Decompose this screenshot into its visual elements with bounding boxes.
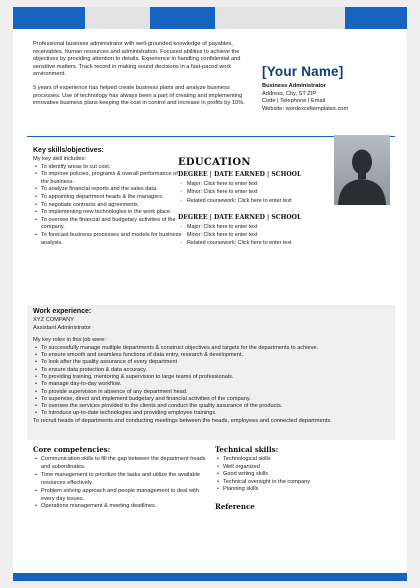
work-experience-section [27, 305, 395, 440]
list-item: • Well organized [223, 464, 335, 472]
coursework-field[interactable]: ◦ Related coursework: Click here to enter text [187, 197, 338, 205]
education-details [178, 180, 338, 205]
major-field[interactable]: ◦ Major: Click here to enter text [187, 180, 338, 188]
skills-list [33, 164, 183, 248]
contact-line: Code | Telephone | Email [262, 98, 326, 105]
list-item: • To introduce up-to-date technologies and providing employee trainings. [41, 410, 389, 417]
list-item: • To analyze financial reports and the sales data. [41, 186, 183, 194]
core-heading: Core competencies: [33, 445, 111, 454]
minor-field[interactable]: ◦ Minor: Click here to enter text [187, 231, 338, 239]
resume-page [13, 7, 407, 581]
list-item: • Good writing skills [223, 471, 335, 479]
list-item: • Operations management & meeting deadlines. [41, 503, 213, 511]
roles-closing: To recruit heads of departments and conducting meetings between the heads, employees and connected departments. [33, 417, 332, 424]
list-item: • To implementing new technologies in the work place. [41, 209, 183, 217]
education-heading: EDUCATION [178, 157, 251, 168]
degree-line[interactable]: DEGREE | DATE EARNED | SCHOOL [178, 213, 302, 221]
summary-paragraph: Professional business administrator with well-grounded knowledge of payables, receivables, human resources and administration. Focused abilities to achieve the objectives by providing attention to details. Experience in handling confidential and sensitive matters. Track record in making sound decisions in a fast-paced work environment. [33, 41, 241, 78]
position-title: Assistant Administrator [33, 324, 91, 331]
contact-block [262, 83, 402, 113]
company-name: XYZ COMPANY [33, 317, 74, 323]
list-item: • To ensure smooth and seamless functions of data entry, research & development. [41, 352, 389, 359]
skills-section [33, 147, 183, 247]
list-item: • Technical oversight in the company [223, 479, 335, 487]
roles-list [33, 345, 389, 418]
profile-photo[interactable] [334, 135, 390, 205]
list-item: • To negotiate contracts and agreements. [41, 202, 183, 210]
list-item: • To ensure data protection & data accuracy. [41, 367, 389, 374]
list-item: • To forecast business processes and models for business analysis. [41, 232, 183, 247]
skills-intro: My key skill includes: [33, 156, 87, 162]
core-competencies-section [33, 445, 213, 511]
address-line: Address, City, ST ZIP [262, 90, 317, 97]
top-color-bar [13, 7, 407, 29]
education-section [178, 157, 338, 257]
skills-heading: Key skills/objectives: [33, 147, 104, 154]
list-item: • To provide supervision in absence of any department head. [41, 389, 389, 396]
list-item: • To successfully manage multiple departments & construct objectives and targets for the departments to achieve. [41, 345, 389, 352]
work-heading: Work experience: [33, 308, 92, 315]
candidate-name: [Your Name] [262, 64, 344, 79]
roles-intro: My key roles in this job were: [33, 337, 107, 344]
coursework-field[interactable]: ◦ Related coursework: Click here to enter text [187, 239, 338, 247]
list-item: • Planning skills [223, 486, 335, 494]
minor-field[interactable]: ◦ Minor: Click here to enter text [187, 188, 338, 196]
job-title: Business Administrator [262, 83, 326, 89]
list-item: • To identify areas to cut cost. [41, 164, 183, 172]
bottom-color-bar [13, 573, 407, 581]
list-item: • To oversee the services provided to the clients and conduct the quality assurance of the products. [41, 403, 389, 410]
major-field[interactable]: ◦ Major: Click here to enter text [187, 223, 338, 231]
reference-heading: Reference [215, 501, 255, 511]
education-details [178, 223, 338, 248]
website-line: Website: wordexceltemplates.com [262, 105, 349, 112]
list-item: • To look after the quality assurance of every department [41, 359, 389, 366]
list-item: • Time management to prioritize the tasks and utilize the available resources effectively. [41, 472, 213, 488]
summary-paragraph: 5 years of experience has helped create business plans and analyze business processes. Use of technology has always been a part of creating and implementing innovative business plans keeping the cost in control and increase in profits by 10%. [33, 84, 245, 107]
list-item: • Problem solving approach and people management to deal with every day issues. [41, 488, 213, 504]
summary-section [33, 41, 249, 108]
list-item: • To oversee the financial and budgetary activities of the company. [41, 217, 183, 232]
technical-heading: Technical skills: [215, 445, 279, 454]
list-item: • To providing training, mentoring & supervision to large teams of professionals. [41, 374, 389, 381]
list-item: • Technological skills [223, 456, 335, 464]
list-item: • To supervise, direct and implement budgetary and financial activities of the company. [41, 396, 389, 403]
list-item: • To appointing department heads & the managers. [41, 194, 183, 202]
technical-skills-section [215, 445, 335, 511]
technical-list [215, 456, 335, 494]
person-silhouette-icon [334, 135, 390, 205]
degree-line[interactable]: DEGREE | DATE EARNED | SCHOOL [178, 171, 302, 178]
list-item: • To manage day-to-day workflow. [41, 381, 389, 388]
core-list [33, 456, 213, 511]
list-item: • To improve policies, programs & overall performance of the business. [41, 171, 183, 186]
list-item: • Communication skills to fill the gap between the department heads and subordinates. [41, 456, 213, 472]
